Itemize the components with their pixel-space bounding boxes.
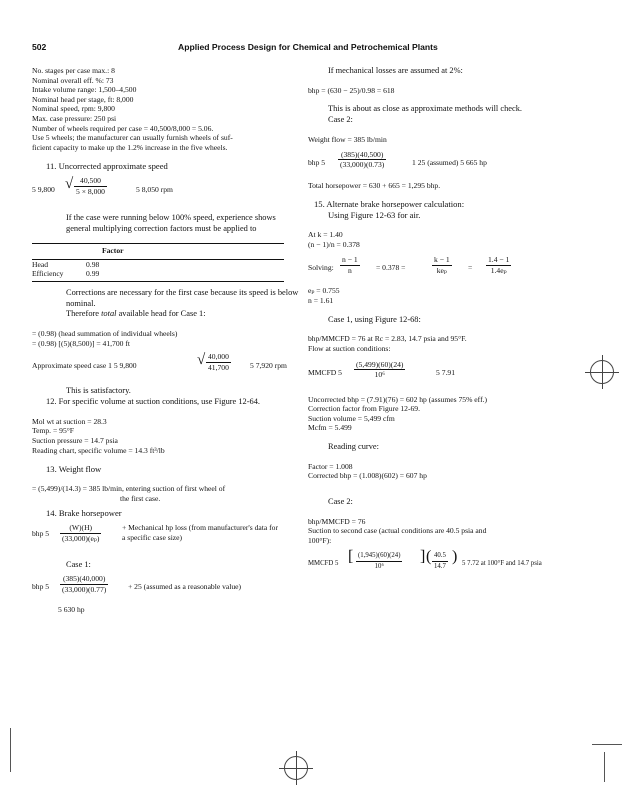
suction-line: Temp. = 95°F [32,426,75,436]
case1-den: (33,000)(0.77) [62,584,107,594]
factor-table [32,243,284,282]
uncorrected-line: Uncorrected bhp = (7.91)(76) = 602 hp (assumes 75% eff.) [308,394,488,404]
spec-line: Use 5 wheels; the manufacturer can usually furnish wheels of suf- [32,133,233,143]
weight-flow-line: = (5,499)/(14.3) = 385 lb/min, entering suction of first wheel of [32,484,226,494]
bhp-rhs: + Mechanical hp loss (from manufacturer's data for a specific case size) [122,523,278,543]
suction-second-line: Suction to second case (actual conditions are 40.5 psia and [308,526,487,536]
spec-line: ficient capacity to make up the 1.2% increase in the five wheels. [32,142,228,152]
solving-f1-den: n [347,265,352,275]
mmcfd2-num: (1,945)(60)(24) [356,551,402,562]
mmcfd1-frac [354,360,405,380]
solving-mid: = 0.378 = [376,263,406,273]
table-row [32,269,284,281]
weight-flow-line: the first case. [120,493,161,503]
case2-bhp-equation [308,150,598,178]
case2-den: (33,000)(0.73) [340,160,385,170]
solving-f3-den: 1.4eₚ [490,265,507,275]
case1-figure-line: Case 1, using Figure 12-68: [328,314,421,324]
k-line: At k = 1.40 [308,230,343,240]
section-15-title: 15. Alternate brake horsepower calculation: [314,199,465,210]
registration-mark-icon [590,360,614,384]
speed-eq-den: 5 × 8,000 [76,186,105,196]
section-14-title: 14. Brake horsepower [46,508,122,519]
solving-frac-3 [486,255,511,275]
running-header [0,42,630,56]
solving-f1-num: n − 1 [342,255,358,265]
mmcfd1-lhs: MMCFD 5 [308,367,342,377]
spec-list [32,66,300,152]
solving-f3-num: 1.4 − 1 [488,255,510,265]
approx-paragraph: This is about as close as approximate methods will check. [328,104,522,114]
section-12-title: 12. For specific volume at suction conditions, use Figure 12-64. [46,397,260,407]
solving-f2-num: k − 1 [434,255,450,265]
factor-line: Corrected bhp = (1.008)(602) = 607 hp [308,471,427,481]
factor-name: Head [32,259,49,269]
page-number: 502 [32,42,47,52]
reading-curve-line: Reading curve: [328,441,379,451]
mmcfd2-rhs: 5 7.72 at 100°F and 14.7 psia [462,560,542,568]
case1-result: 5 630 hp [58,605,85,615]
case1-num: (385)(40,000) [60,574,108,585]
bhp-num: (W)(H) [60,523,101,534]
mmcfd-equation-1 [308,360,598,386]
bracket-open: [ [348,548,354,566]
case1-speed-equation [32,352,300,380]
case1-bhp-equation [32,574,300,600]
suction-line: Reading chart, specific volume = 14.3 ft³/lb [32,445,165,455]
section-13-title: 13. Weight flow [46,464,102,475]
total-hp-line: Total horsepower = 630 + 665 = 1,295 bhp. [308,180,441,190]
case2-frac [338,150,386,170]
spec-line: Nominal head per stage, ft: 8,000 [32,94,134,104]
crop-mark [592,744,622,745]
case1-lhs: bhp 5 [32,582,50,592]
mech-loss-line: If mechanical losses are assumed at 2%: [328,66,463,75]
mmcfd1-den: 10⁶ [374,370,385,380]
correction-line: Correction factor from Figure 12-69. [308,404,420,414]
left-column [32,66,300,615]
text: Therefore [66,309,102,319]
case1-speed-num: 40,000 [208,352,229,362]
paragraph: If the case were running below 100% speed, experience shows general multiplying correction factors must be applied to [66,213,276,234]
head-line: = (0.98) [(5)(8,500)] = 41,700 ft [32,338,130,348]
section-15-sub: Using Figure 12-63 for air. [328,210,421,221]
solving-frac-2 [432,255,452,275]
right-column [308,66,598,577]
case1-frac [60,574,108,594]
case2-label: Case 2: [328,115,353,125]
speed-eq-root [65,176,107,196]
correction-line: Suction volume = 5,499 cfm [308,413,395,423]
mmcfd2-frac [356,551,402,571]
registration-mark-icon [284,756,308,780]
factor-line: Factor = 1.008 [308,461,353,471]
paren-open: ( [426,548,432,566]
bhp-lhs: bhp 5 [32,529,50,539]
mmcfd2-den: 10⁶ [374,563,384,571]
mmcfd1-rhs: 5 7.91 [436,367,455,377]
running-title: Applied Process Design for Chemical and Petrochemical Plants [178,42,438,52]
solving-label: Solving: [308,263,334,273]
case2-num: (385)(40,500) [338,150,386,161]
sqrt-symbol: √ [65,176,74,193]
text: available head for Case 1: [116,309,206,319]
suction-second-line: 100°F): [308,535,332,545]
mmcfd2-den2: 14.7 [434,563,446,571]
crop-mark [10,728,11,772]
flow-suction-line: Flow at suction conditions: [308,343,391,353]
bhp-equation [32,523,300,557]
ep-line: eₚ = 0.755 [308,286,340,296]
spec-line: No. stages per case max.: 8 [32,66,115,75]
spec-line: Nominal speed, rpm: 9,800 [32,104,115,114]
suction-line: Mol wt at suction = 28.3 [32,416,107,426]
case2-label-2: Case 2: [328,496,353,506]
paren-close: ) [452,548,458,566]
paragraph: Corrections are necessary for the first case because its speed is below nominal. [66,287,299,308]
k-line: (n − 1)/n = 0.378 [308,239,360,249]
speed-eq-rhs: 5 8,050 rpm [136,185,173,195]
satisfactory-line: This is satisfactory. [66,386,131,396]
factor-table-header: Factor [32,243,284,259]
case1-label: Case 1: [66,560,91,570]
spec-line: Intake volume range: 1,500–4,500 [32,85,137,95]
correction-line: Mcfm = 5.499 [308,423,352,433]
total-head-line [32,309,300,320]
speed-equation [32,176,300,204]
ep-line: n = 1.61 [308,295,334,305]
crop-mark [604,752,605,782]
factor-value: 0.98 [86,259,100,269]
mmcfd-equation-2 [308,548,598,577]
case2-lhs: bhp 5 [308,157,326,167]
mmcfd2-lhs: MMCFD 5 [308,560,339,568]
solving-equation [308,255,598,281]
bracket-close: ] [420,548,426,566]
solving-f2-den: keₚ [436,265,447,275]
spec-line: Nominal overall eff. %: 73 [32,75,114,85]
sqrt-symbol: √ [197,352,206,369]
case1-speed-den: 41,700 [208,362,229,372]
mmcfd1-num: (5,499)(60)(24) [356,359,404,369]
solving-frac-1 [340,255,360,275]
bhp-mmcfd-line: bhp/MMCFD = 76 at Rc = 2.83, 14.7 psia and 95°F. [308,334,467,344]
bhp-den: (33,000)(eₚ) [62,534,100,544]
emphasis: total [101,309,117,319]
spec-line: Number of wheels required per case = 40,500/8,000 = 5.06. [32,123,214,133]
case1-speed-rhs: 5 7,920 rpm [250,361,287,371]
solving-eq: = [468,263,473,273]
mech-bhp-line: bhp = (630 − 25)/0.98 = 618 [308,85,395,95]
section-11-title: 11. Uncorrected approximate speed [46,161,168,172]
head-line: = (0.98) (head summation of individual wheels) [32,329,178,339]
case1-speed-frac [197,352,231,372]
case1-rhs: + 25 (assumed as a reasonable value) [128,582,242,592]
mmcfd2-num2: 40.5 [432,551,448,562]
factor-value: 0.99 [86,269,284,281]
spec-line: Max. case pressure: 250 psi [32,113,117,123]
bhp-frac [60,523,101,543]
speed-eq-lhs: 5 9,800 [32,185,55,195]
factor-name: Efficiency [32,269,86,281]
case2-rhs: 1 25 (assumed) 5 665 hp [412,157,487,167]
weight-flow: Weight flow = 385 lb/min [308,134,387,144]
speed-eq-num: 40,500 [74,176,107,187]
case1-speed-lhs: Approximate speed case 1 5 9,800 [32,361,137,371]
suction-line: Suction pressure = 14.7 psia [32,436,118,446]
mmcfd2-frac-2 [432,551,448,571]
table-row [32,259,284,269]
bhp-mmcfd-2: bhp/MMCFD = 76 [308,516,366,526]
